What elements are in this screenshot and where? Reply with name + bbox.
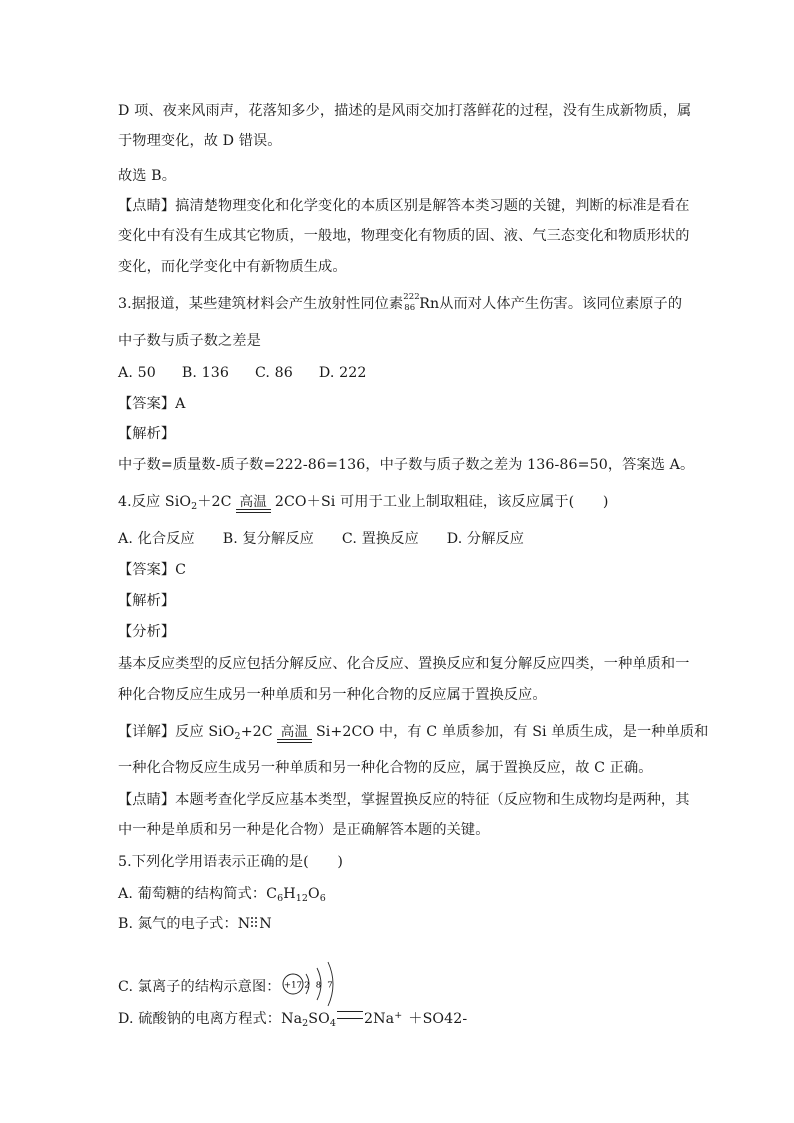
- formula-part: O: [308, 886, 320, 902]
- text-line: 于物理变化，故 D 错误。: [118, 133, 282, 149]
- formula-part: Si+2CO 中，有 C 单质参加，有 Si 单质生成，是一种单质和: [315, 724, 709, 740]
- isotope-symbol: Rn: [419, 296, 440, 312]
- formula-part: 2Na: [364, 1011, 395, 1027]
- option-b: B. 136: [181, 365, 229, 381]
- question-5-option-b: [118, 914, 272, 934]
- text-line: 变化中有没有生成其它物质，一般地，物理变化有物质的固、液、气三态变化和物质形状的: [118, 228, 690, 244]
- option-a: A. 50: [118, 365, 156, 381]
- chloride-ion-structure-diagram: [281, 960, 341, 1008]
- question-4-options: [118, 529, 524, 549]
- question-4-jiexi: 【解析】: [118, 593, 176, 609]
- option-d: D. 分解反应: [446, 531, 525, 547]
- text-line: 故选 B。: [118, 168, 176, 184]
- text-line: 【点睛】本题考查化学反应基本类型，掌握置换反应的特征（反应物和生成物均是两种，其: [118, 792, 690, 808]
- question-3-jiexi: 【解析】: [118, 426, 176, 442]
- formula-part: H: [283, 886, 296, 902]
- question-4-stem: [118, 492, 608, 512]
- equals-sign-icon: [337, 1011, 363, 1019]
- formula-part: +2C: [240, 724, 273, 740]
- shell-electrons: 2: [303, 980, 310, 991]
- formula-part: B. 氮气的电子式：N: [118, 916, 251, 932]
- option-d: D. 222: [318, 365, 367, 381]
- text-line: D 项、夜来风雨声，花落知多少，描述的是风雨交加打落鲜花的过程，没有生成新物质，属: [118, 103, 692, 119]
- option-c: C. 置换反应: [341, 531, 419, 547]
- text-line: 基本反应类型的反应包括分解反应、化合反应、置换反应和复分解反应四类，一种单质和一: [118, 656, 690, 672]
- question-4-fenxi: 【分析】: [118, 624, 176, 640]
- text-line: 种化合物反应生成另一种单质和另一种化合物的反应属于置换反应。: [118, 687, 547, 703]
- question-5-option-d: [118, 1009, 467, 1029]
- question-3-text-end: 从而对人体产生伤害。该同位素原子的: [439, 296, 683, 312]
- subscript: 6: [277, 893, 284, 904]
- formula-part: N: [259, 916, 272, 932]
- subscript: 12: [295, 893, 309, 904]
- question-3-explanation: 中子数=质量数-质子数=222-86=136，中子数与质子数之差为 136-86=50，答案选 A。: [118, 457, 695, 473]
- nucleus-charge: +17: [283, 980, 302, 991]
- subscript: 6: [319, 893, 326, 904]
- shell-electrons: 7: [326, 980, 333, 991]
- triple-bond-dots-icon: [250, 915, 259, 929]
- question-5-option-c: [118, 960, 341, 1008]
- option-c: C. 86: [254, 365, 293, 381]
- superscript: +: [394, 1010, 403, 1021]
- subscript: 2: [191, 501, 198, 512]
- question-3-options: [118, 363, 366, 383]
- shell-electrons: 8: [315, 980, 321, 991]
- text-line: 中一种是单质和另一种是化合物）是正确解答本题的关键。: [118, 822, 490, 838]
- formula-part: SO: [308, 1011, 330, 1027]
- question-3-text: 3.据报道，某些建筑材料会产生放射性同位素: [118, 296, 404, 312]
- reaction-condition: 高温: [277, 725, 312, 740]
- formula-part: 4.反应 SiO: [118, 494, 192, 510]
- formula-part: ＋SO42-: [408, 1011, 468, 1027]
- question-5-stem: 5.下列化学用语表示正确的是( ): [118, 854, 344, 870]
- subscript: 4: [329, 1018, 337, 1029]
- isotope-mass-number: 222: [403, 292, 420, 302]
- subscript: 2: [302, 1018, 309, 1029]
- reaction-condition: 高温: [236, 495, 271, 510]
- formula-part: 【详解】反应 SiO: [118, 724, 235, 740]
- formula-part: ＋2C: [197, 494, 232, 510]
- text-line: 【点睛】搞清楚物理变化和化学变化的本质区别是解答本类习题的关键，判断的标准是看在: [118, 198, 690, 214]
- question-4-detail: [118, 722, 708, 742]
- question-4-answer: 【答案】C: [118, 562, 187, 578]
- question-3-stem: [118, 294, 682, 314]
- isotope-notation: [403, 294, 419, 314]
- question-5-option-a: [118, 884, 326, 904]
- formula-part: A. 葡萄糖的结构简式：C: [118, 886, 278, 902]
- subscript: 2: [234, 731, 241, 742]
- text-line: 一种化合物反应生成另一种单质和另一种化合物的反应，属于置换反应，故 C 正确。: [118, 760, 653, 776]
- text-line: 变化，而化学变化中有新物质生成。: [118, 259, 347, 275]
- question-3-answer: 【答案】A: [118, 396, 186, 412]
- formula-part: 2CO＋Si 可用于工业上制取粗硅，该反应属于( ): [274, 494, 609, 510]
- option-b: B. 复分解反应: [222, 531, 314, 547]
- option-a: A. 化合反应: [118, 531, 195, 547]
- formula-part: C. 氯离子的结构示意图：: [118, 979, 281, 995]
- isotope-atomic-number: 86: [404, 303, 416, 313]
- formula-part: D. 硫酸钠的电离方程式：Na: [118, 1011, 303, 1027]
- question-3-stem-line2: 中子数与质子数之差是: [118, 333, 261, 349]
